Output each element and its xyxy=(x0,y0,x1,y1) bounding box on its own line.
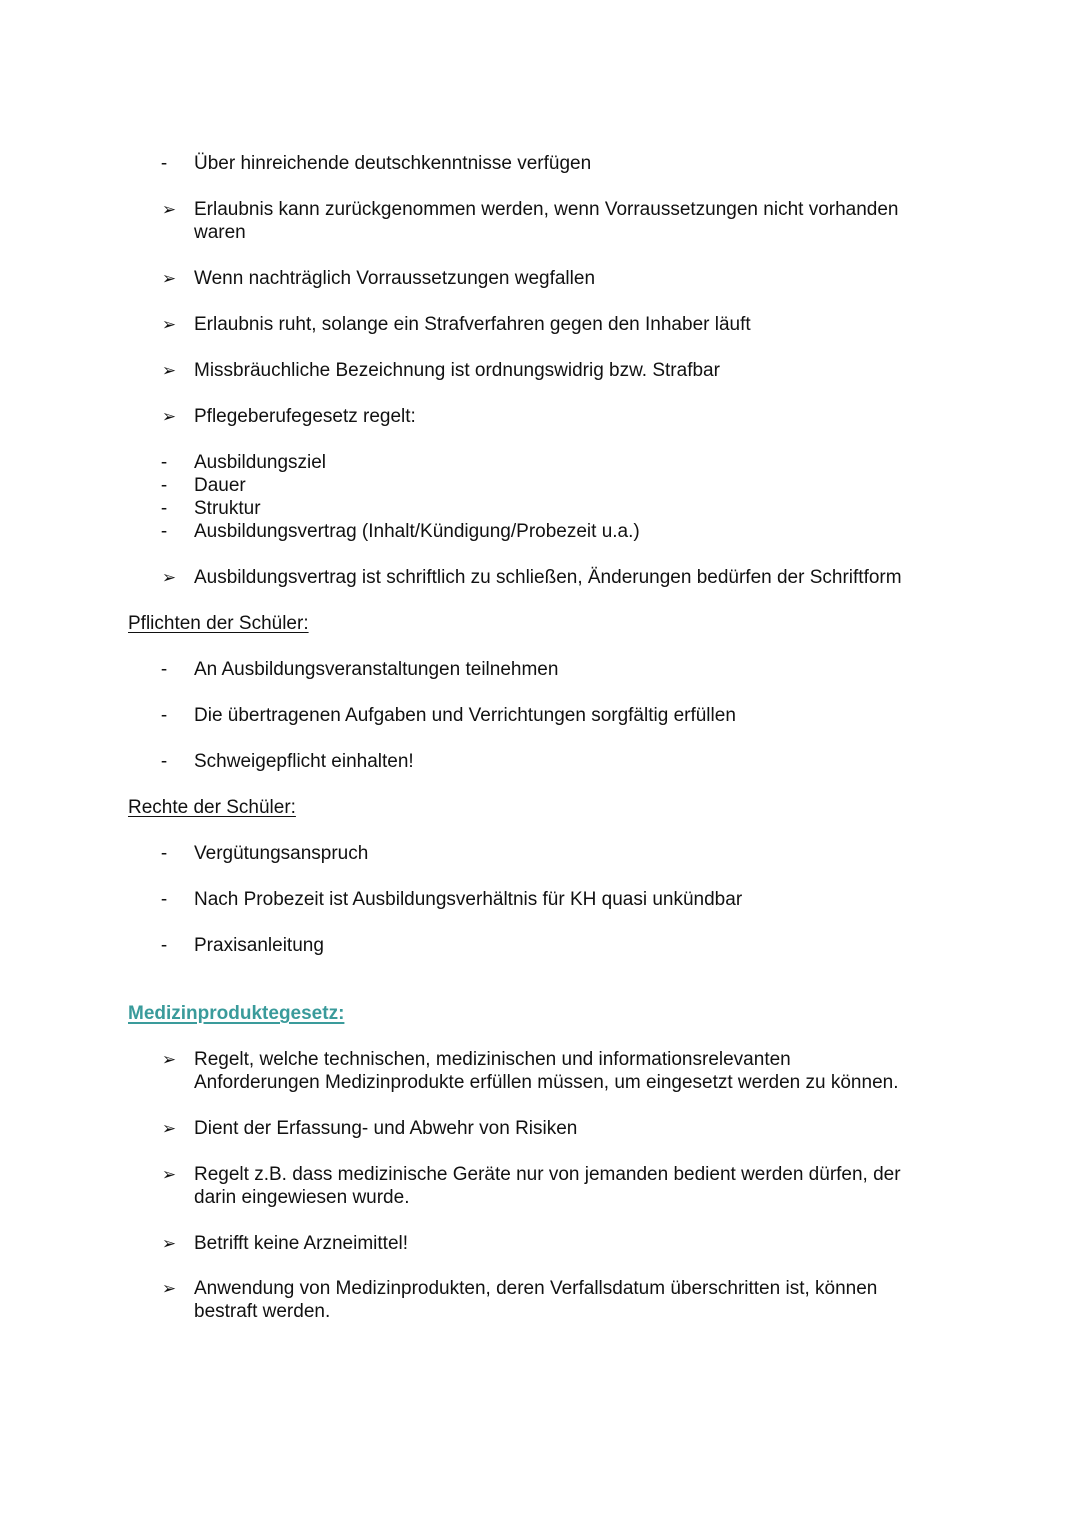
bullet-item xyxy=(0,359,1080,382)
bullet-item xyxy=(0,566,1080,589)
bullet-text: Über hinreichende deutschkenntnisse verfügen xyxy=(194,153,592,174)
bullet-item xyxy=(0,152,1080,175)
bullet-item xyxy=(0,267,1080,290)
bullet-item xyxy=(0,520,1080,543)
bullet-text: Anwendung von Medizinprodukten, deren Verfallsdatum überschritten ist, können xyxy=(194,1278,878,1299)
bullet-item xyxy=(0,842,1080,865)
bullet-text: Erlaubnis kann zurückgenommen werden, wenn Vorraussetzungen nicht vorhanden xyxy=(194,199,899,220)
dash-bullet-icon: - xyxy=(160,153,168,174)
arrow-bullet-icon: ➢ xyxy=(161,407,177,426)
dash-bullet-icon: - xyxy=(160,751,168,772)
bullet-text: Vergütungsanspruch xyxy=(194,843,369,864)
bullet-text: Regelt z.B. dass medizinische Geräte nur von jemanden bedient werden dürfen, der xyxy=(194,1164,901,1185)
bullet-text: Pflegeberufegesetz regelt: xyxy=(194,406,416,427)
bullet-item xyxy=(0,313,1080,336)
bullet-item xyxy=(0,405,1080,428)
arrow-bullet-icon: ➢ xyxy=(161,315,177,334)
section-heading-medizinproduktegesetz: Medizinproduktegesetz: xyxy=(128,1003,345,1024)
bullet-text-continued: bestraft werden. xyxy=(194,1301,331,1322)
bullet-text: Praxisanleitung xyxy=(194,935,324,956)
arrow-bullet-icon: ➢ xyxy=(161,200,177,219)
bullet-item xyxy=(0,1232,1080,1255)
section-heading-rechte: Rechte der Schüler: xyxy=(128,797,296,818)
bullet-item xyxy=(0,497,1080,520)
bullet-text: Nach Probezeit ist Ausbildungsverhältnis für KH quasi unkündbar xyxy=(194,889,743,910)
bullet-text-continued: waren xyxy=(194,222,246,243)
dash-bullet-icon: - xyxy=(160,452,168,473)
arrow-bullet-icon: ➢ xyxy=(161,568,177,587)
bullet-text: Betrifft keine Arzneimittel! xyxy=(194,1233,409,1254)
dash-bullet-icon: - xyxy=(160,659,168,680)
dash-bullet-icon: - xyxy=(160,475,168,496)
arrow-bullet-icon: ➢ xyxy=(161,361,177,380)
bullet-text: Dauer xyxy=(194,475,246,496)
bullet-text: Struktur xyxy=(194,498,261,519)
bullet-text-continued: darin eingewiesen wurde. xyxy=(194,1187,410,1208)
dash-bullet-icon: - xyxy=(160,521,168,542)
bullet-item xyxy=(0,750,1080,773)
arrow-bullet-icon: ➢ xyxy=(161,269,177,288)
bullet-text: Ausbildungsvertrag (Inhalt/Kündigung/Probezeit u.a.) xyxy=(194,521,640,542)
bullet-text: Missbräuchliche Bezeichnung ist ordnungswidrig bzw. Strafbar xyxy=(194,360,720,381)
bullet-item xyxy=(0,1048,1080,1094)
bullet-text: Ausbildungsvertrag ist schriftlich zu schließen, Änderungen bedürfen der Schriftform xyxy=(194,567,902,588)
bullet-item xyxy=(0,1117,1080,1140)
bullet-item xyxy=(0,1277,1080,1323)
dash-bullet-icon: - xyxy=(160,889,168,910)
arrow-bullet-icon: ➢ xyxy=(161,1119,177,1138)
arrow-bullet-icon: ➢ xyxy=(161,1050,177,1069)
bullet-item xyxy=(0,198,1080,244)
bullet-item xyxy=(0,451,1080,474)
bullet-item xyxy=(0,934,1080,957)
arrow-bullet-icon: ➢ xyxy=(161,1165,177,1184)
bullet-item xyxy=(0,658,1080,681)
bullet-text: Ausbildungsziel xyxy=(194,452,327,473)
bullet-text: An Ausbildungsveranstaltungen teilnehmen xyxy=(194,659,559,680)
bullet-text-continued: Anforderungen Medizinprodukte erfüllen müssen, um eingesetzt werden zu können. xyxy=(194,1072,899,1093)
section-heading-pflichten: Pflichten der Schüler: xyxy=(128,613,309,634)
bullet-item xyxy=(0,1163,1080,1209)
dash-bullet-icon: - xyxy=(160,935,168,956)
arrow-bullet-icon: ➢ xyxy=(161,1279,177,1298)
bullet-text: Erlaubnis ruht, solange ein Strafverfahren gegen den Inhaber läuft xyxy=(194,314,751,335)
dash-bullet-icon: - xyxy=(160,843,168,864)
arrow-bullet-icon: ➢ xyxy=(161,1234,177,1253)
bullet-item xyxy=(0,888,1080,911)
bullet-text: Die übertragenen Aufgaben und Verrichtungen sorgfältig erfüllen xyxy=(194,705,736,726)
bullet-item xyxy=(0,474,1080,497)
dash-bullet-icon: - xyxy=(160,498,168,519)
bullet-text: Regelt, welche technischen, medizinischen und informationsrelevanten xyxy=(194,1049,791,1070)
bullet-item xyxy=(0,704,1080,727)
bullet-text: Wenn nachträglich Vorraussetzungen wegfallen xyxy=(194,268,596,289)
bullet-text: Schweigepflicht einhalten! xyxy=(194,751,414,772)
bullet-text: Dient der Erfassung- und Abwehr von Risiken xyxy=(194,1118,578,1139)
dash-bullet-icon: - xyxy=(160,705,168,726)
